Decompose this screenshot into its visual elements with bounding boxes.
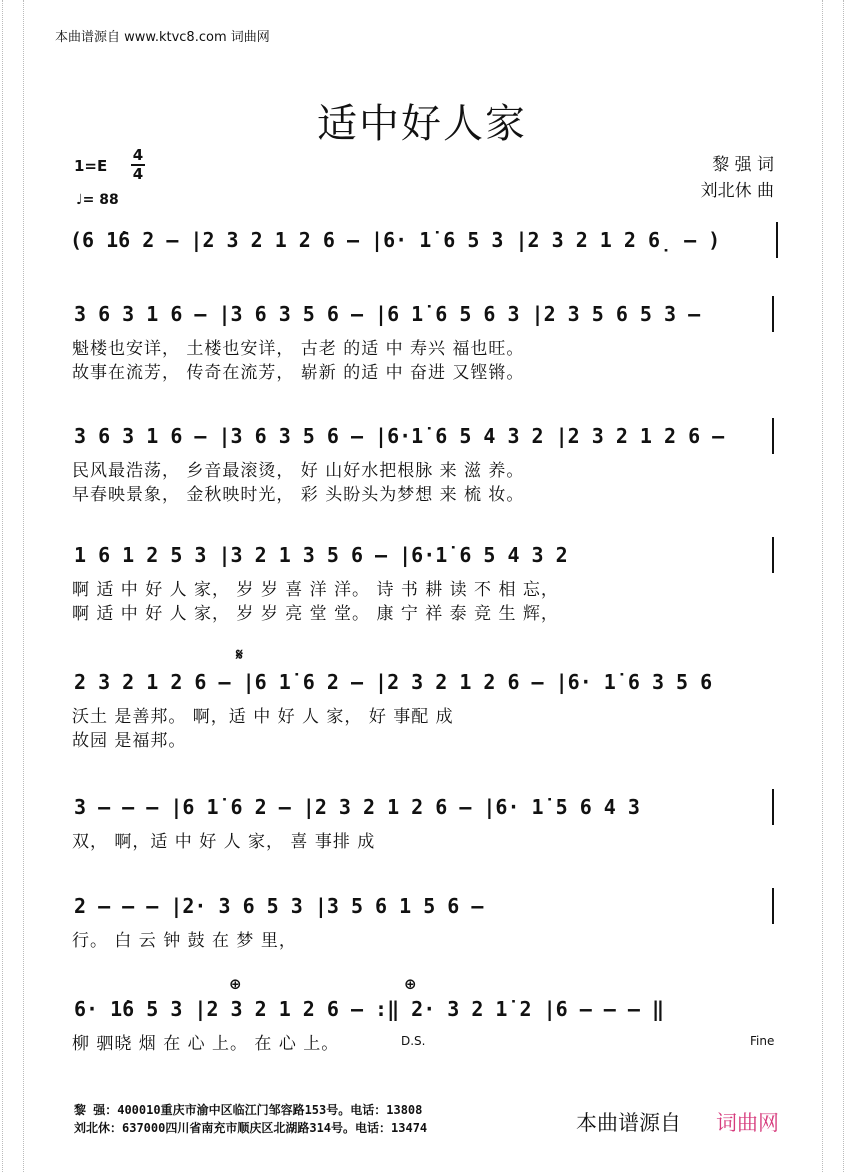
lyrics-verse-1: 民风最浩荡， 乡音最滚烫， 好 山好水把根脉 来 滋 养。: [72, 461, 525, 481]
coda-sign: ⊕: [404, 975, 417, 993]
key-signature: 1=E: [74, 157, 108, 175]
tempo-mark: ♩= 88: [76, 192, 119, 208]
lyrics-verse-1: 啊 适 中 好 人 家， 岁 岁 喜 洋 洋。 诗 书 耕 读 不 相 忘，: [72, 580, 559, 600]
ds-mark: D.S.: [401, 1034, 426, 1048]
composer-credit: 刘北休 曲: [700, 181, 774, 201]
time-signature: [131, 148, 145, 182]
barline: [776, 222, 778, 258]
notation-row: (6 1̇6 2 – |2 3 2 1 2 6 – |6· 1̇ 6 5 3 |2 3 2 1 2 6̣ – ): [70, 228, 721, 252]
lyrics-verse-1: 魁楼也安详， 土楼也安详， 古老 的适 中 寿兴 福也旺。: [72, 339, 525, 359]
time-bottom: 4: [132, 165, 144, 183]
lyrics-verse-1: 柳 驷晓 烟 在 心 上。 在 心 上。: [72, 1034, 340, 1054]
fine-mark: Fine: [750, 1034, 775, 1048]
brand-text: 本曲谱源自: [576, 1111, 681, 1135]
barline: [772, 296, 774, 332]
brand-logo-text: 词曲网: [716, 1111, 779, 1135]
lyrics-verse-1: 沃土 是善邦。 啊，适 中 好 人 家， 好 事配 成: [72, 707, 454, 727]
left-watermark-strip: [2, 0, 24, 1172]
notation-row: 3 6 3 1 6 – |3 6 3 5 6 – |6 1̇ 6 5 6 3 |2 3 5 6 5 3 –: [74, 302, 701, 326]
source-header: 本曲谱源自 www.ktvc8.com 词曲网: [55, 30, 270, 45]
lyrics-verse-1: 行。 白 云 钟 鼓 在 梦 里，: [72, 931, 297, 951]
song-title: 适中好人家: [317, 101, 527, 147]
barline: [772, 537, 774, 573]
coda-sign: ⊕: [229, 975, 242, 993]
barline: [772, 888, 774, 924]
notation-row: 6· 1̇6 5 3 |2 3 2 1 2 6 – :‖ 2· 3 2 1̇ 2 |6 – – – ‖: [74, 997, 665, 1021]
notation-row: 2 – – – |2· 3 6 5 3 |3 5 6 1 5 6 –: [74, 894, 484, 918]
footer-lyricist-address: 黎 强：400010重庆市渝中区临江门邹容路153号。电话：13808: [74, 1103, 423, 1117]
lyrics-verse-2: 故事在流芳， 传奇在流芳， 崭新 的适 中 奋进 又铿锵。: [72, 363, 525, 383]
right-watermark-strip: [822, 0, 844, 1172]
notation-row: 1 6 1 2 5 3 |3 2 1 3 5 6 – |6·1̇ 6 5 4 3 2: [74, 543, 568, 567]
notation-row: 3 – – – |6 1̇ 6 2 – |2 3 2 1 2 6 – |6· 1̇ 5 6 4 3: [74, 795, 640, 819]
notation-row: 2 3 2 1 2 6 – |6 1̇ 6 2 – |2 3 2 1 2 6 – |6· 1̇ 6 3 5 6: [74, 670, 713, 694]
barline: [772, 789, 774, 825]
lyrics-verse-2: 早春映景象， 金秋映时光， 彩 头盼头为梦想 来 梳 妆。: [72, 485, 525, 505]
time-top: 4: [132, 146, 144, 164]
lyrics-verse-2: 故园 是福邦。: [72, 731, 187, 751]
barline: [772, 418, 774, 454]
footer-composer-address: 刘北休：637000四川省南充市顺庆区北湖路314号。电话：13474: [74, 1121, 428, 1135]
notation-row: 3 6 3 1 6 – |3 6 3 5 6 – |6·1̇ 6 5 4 3 2 |2 3 2 1 2 6 –: [74, 424, 725, 448]
lyrics-verse-1: 双， 啊，适 中 好 人 家， 喜 事排 成: [72, 832, 376, 852]
lyricist-credit: 黎 强 词: [712, 155, 774, 175]
segno-sign: 𝄋: [236, 645, 243, 664]
lyrics-verse-2: 啊 适 中 好 人 家， 岁 岁 亮 堂 堂。 康 宁 祥 泰 竞 生 辉，: [72, 604, 559, 624]
